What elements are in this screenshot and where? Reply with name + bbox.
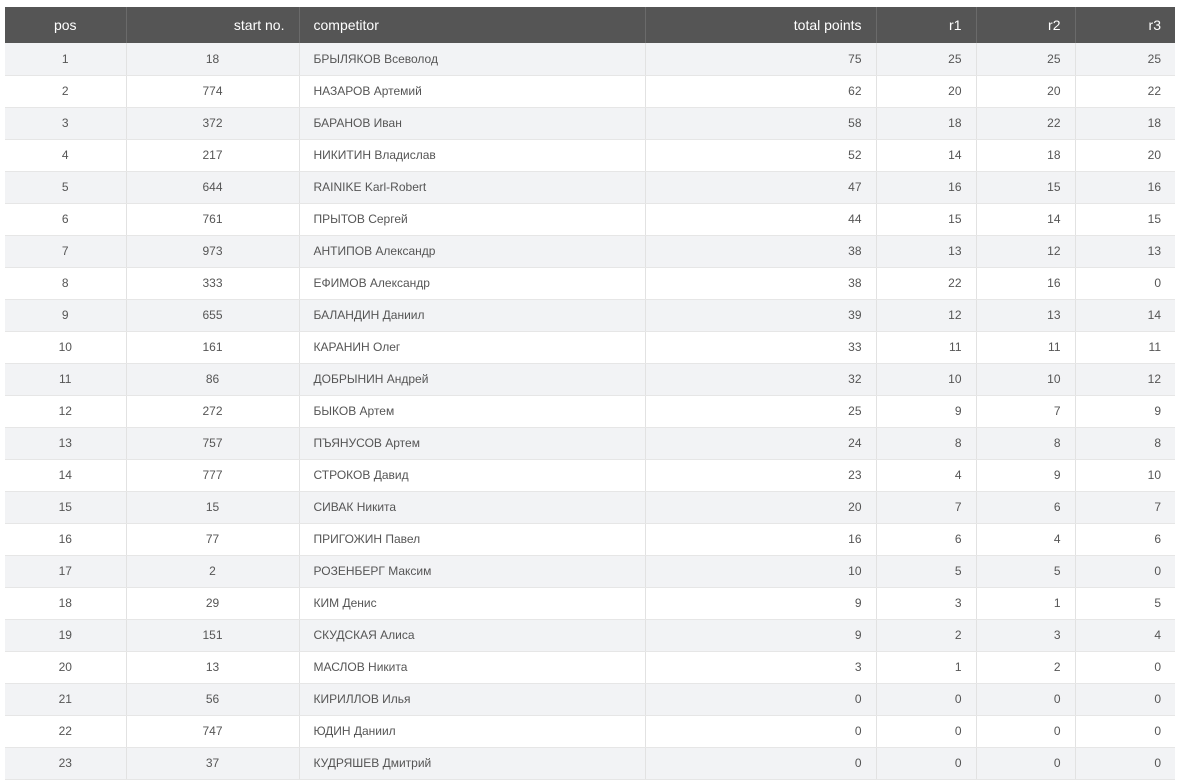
header-r3[interactable]: r3 [1075,7,1175,43]
cell-competitor: ПРЫТОВ Сергей [299,203,645,235]
table-body [5,43,1175,779]
cell-r1: 2 [876,619,976,651]
table-row [5,491,1175,523]
cell-r2: 15 [976,171,1075,203]
cell-total-points: 9 [645,587,876,619]
cell-r1: 8 [876,427,976,459]
cell-total-points: 10 [645,555,876,587]
cell-pos: 1 [5,43,126,75]
cell-pos: 2 [5,75,126,107]
cell-competitor: НИКИТИН Владислав [299,139,645,171]
cell-r1: 3 [876,587,976,619]
cell-total-points: 58 [645,107,876,139]
cell-r3: 0 [1075,715,1175,747]
cell-competitor: СТРОКОВ Давид [299,459,645,491]
cell-r1: 7 [876,491,976,523]
table-row [5,107,1175,139]
cell-r3: 0 [1075,267,1175,299]
cell-r3: 15 [1075,203,1175,235]
cell-start-no: 29 [126,587,299,619]
cell-start-no: 372 [126,107,299,139]
cell-r3: 0 [1075,683,1175,715]
cell-start-no: 333 [126,267,299,299]
cell-total-points: 39 [645,299,876,331]
cell-pos: 3 [5,107,126,139]
table-row [5,171,1175,203]
cell-competitor: БАРАНОВ Иван [299,107,645,139]
cell-pos: 7 [5,235,126,267]
cell-total-points: 44 [645,203,876,235]
cell-pos: 5 [5,171,126,203]
cell-start-no: 15 [126,491,299,523]
cell-start-no: 13 [126,651,299,683]
table-row [5,523,1175,555]
cell-pos: 14 [5,459,126,491]
cell-r3: 0 [1075,651,1175,683]
cell-start-no: 655 [126,299,299,331]
cell-start-no: 973 [126,235,299,267]
cell-competitor: КАРАНИН Олег [299,331,645,363]
cell-competitor: СИВАК Никита [299,491,645,523]
cell-total-points: 75 [645,43,876,75]
cell-pos: 19 [5,619,126,651]
header-r2[interactable]: r2 [976,7,1075,43]
cell-competitor: RAINIKE Karl-Robert [299,171,645,203]
cell-r1: 22 [876,267,976,299]
cell-r3: 0 [1075,747,1175,779]
cell-total-points: 20 [645,491,876,523]
cell-competitor: АНТИПОВ Александр [299,235,645,267]
cell-total-points: 33 [645,331,876,363]
table-row [5,555,1175,587]
cell-total-points: 23 [645,459,876,491]
cell-r2: 3 [976,619,1075,651]
cell-r3: 11 [1075,331,1175,363]
cell-r1: 12 [876,299,976,331]
table-row [5,459,1175,491]
cell-r1: 11 [876,331,976,363]
cell-r2: 8 [976,427,1075,459]
table-row [5,395,1175,427]
table-row [5,427,1175,459]
table-row [5,683,1175,715]
cell-total-points: 47 [645,171,876,203]
cell-pos: 11 [5,363,126,395]
cell-r1: 15 [876,203,976,235]
table-row [5,75,1175,107]
cell-competitor: КИМ Денис [299,587,645,619]
table-row [5,267,1175,299]
cell-total-points: 0 [645,747,876,779]
cell-competitor: НАЗАРОВ Артемий [299,75,645,107]
cell-r3: 8 [1075,427,1175,459]
cell-r2: 2 [976,651,1075,683]
header-pos[interactable]: pos [5,7,126,43]
cell-pos: 10 [5,331,126,363]
cell-start-no: 86 [126,363,299,395]
cell-start-no: 272 [126,395,299,427]
cell-r2: 6 [976,491,1075,523]
cell-r1: 5 [876,555,976,587]
cell-pos: 8 [5,267,126,299]
cell-r2: 10 [976,363,1075,395]
cell-competitor: БРЫЛЯКОВ Всеволод [299,43,645,75]
header-start-no[interactable]: start no. [126,7,299,43]
cell-total-points: 16 [645,523,876,555]
cell-pos: 23 [5,747,126,779]
cell-pos: 16 [5,523,126,555]
cell-r3: 6 [1075,523,1175,555]
table-row [5,651,1175,683]
cell-r1: 4 [876,459,976,491]
cell-r2: 0 [976,683,1075,715]
cell-total-points: 0 [645,715,876,747]
cell-r2: 12 [976,235,1075,267]
cell-pos: 6 [5,203,126,235]
cell-r3: 22 [1075,75,1175,107]
cell-r1: 0 [876,683,976,715]
table-row [5,203,1175,235]
cell-competitor: МАСЛОВ Никита [299,651,645,683]
cell-competitor: РОЗЕНБЕРГ Максим [299,555,645,587]
cell-start-no: 18 [126,43,299,75]
cell-pos: 15 [5,491,126,523]
cell-r1: 0 [876,715,976,747]
cell-total-points: 0 [645,683,876,715]
table-row [5,331,1175,363]
cell-r2: 13 [976,299,1075,331]
cell-start-no: 56 [126,683,299,715]
cell-r3: 7 [1075,491,1175,523]
cell-r2: 20 [976,75,1075,107]
cell-competitor: ПЪЯНУСОВ Артем [299,427,645,459]
cell-total-points: 3 [645,651,876,683]
cell-r1: 10 [876,363,976,395]
cell-r2: 0 [976,747,1075,779]
cell-start-no: 774 [126,75,299,107]
cell-competitor: БЫКОВ Артем [299,395,645,427]
cell-start-no: 747 [126,715,299,747]
cell-pos: 22 [5,715,126,747]
cell-r2: 14 [976,203,1075,235]
results-table-container [5,7,1175,780]
table-row [5,363,1175,395]
cell-r3: 25 [1075,43,1175,75]
cell-start-no: 217 [126,139,299,171]
cell-pos: 13 [5,427,126,459]
cell-start-no: 77 [126,523,299,555]
cell-r2: 5 [976,555,1075,587]
header-competitor[interactable]: competitor [299,7,645,43]
table-row [5,747,1175,779]
cell-competitor: БАЛАНДИН Даниил [299,299,645,331]
cell-competitor: ПРИГОЖИН Павел [299,523,645,555]
cell-r1: 6 [876,523,976,555]
cell-competitor: ЮДИН Даниил [299,715,645,747]
cell-total-points: 24 [645,427,876,459]
cell-r3: 5 [1075,587,1175,619]
cell-r2: 18 [976,139,1075,171]
cell-r3: 10 [1075,459,1175,491]
cell-r3: 18 [1075,107,1175,139]
table-row [5,299,1175,331]
table-row [5,619,1175,651]
cell-total-points: 32 [645,363,876,395]
cell-r3: 0 [1075,555,1175,587]
cell-start-no: 37 [126,747,299,779]
cell-competitor: ЕФИМОВ Александр [299,267,645,299]
cell-start-no: 777 [126,459,299,491]
results-table [5,7,1175,780]
cell-total-points: 9 [645,619,876,651]
cell-pos: 18 [5,587,126,619]
cell-start-no: 151 [126,619,299,651]
cell-pos: 9 [5,299,126,331]
cell-r2: 25 [976,43,1075,75]
cell-start-no: 161 [126,331,299,363]
cell-r3: 14 [1075,299,1175,331]
cell-pos: 20 [5,651,126,683]
cell-r1: 18 [876,107,976,139]
cell-total-points: 38 [645,235,876,267]
cell-r1: 25 [876,43,976,75]
cell-r2: 4 [976,523,1075,555]
header-total-points[interactable]: total points [645,7,876,43]
table-row [5,43,1175,75]
cell-start-no: 2 [126,555,299,587]
cell-competitor: КИРИЛЛОВ Илья [299,683,645,715]
cell-pos: 4 [5,139,126,171]
cell-r2: 11 [976,331,1075,363]
cell-start-no: 644 [126,171,299,203]
cell-total-points: 52 [645,139,876,171]
cell-r1: 14 [876,139,976,171]
cell-r2: 1 [976,587,1075,619]
cell-competitor: ДОБРЫНИН Андрей [299,363,645,395]
cell-total-points: 38 [645,267,876,299]
cell-r2: 0 [976,715,1075,747]
cell-r1: 13 [876,235,976,267]
cell-pos: 12 [5,395,126,427]
cell-r3: 4 [1075,619,1175,651]
cell-r3: 13 [1075,235,1175,267]
cell-pos: 21 [5,683,126,715]
cell-total-points: 25 [645,395,876,427]
table-header [5,7,1175,43]
cell-r3: 20 [1075,139,1175,171]
header-r1[interactable]: r1 [876,7,976,43]
cell-r1: 1 [876,651,976,683]
cell-start-no: 757 [126,427,299,459]
cell-r1: 16 [876,171,976,203]
cell-r1: 9 [876,395,976,427]
cell-r3: 9 [1075,395,1175,427]
table-row [5,235,1175,267]
cell-competitor: СКУДСКАЯ Алиса [299,619,645,651]
table-row [5,587,1175,619]
header-row [5,7,1175,43]
cell-start-no: 761 [126,203,299,235]
cell-r2: 16 [976,267,1075,299]
cell-r1: 0 [876,747,976,779]
cell-total-points: 62 [645,75,876,107]
cell-r2: 22 [976,107,1075,139]
cell-r3: 16 [1075,171,1175,203]
cell-r3: 12 [1075,363,1175,395]
cell-r2: 7 [976,395,1075,427]
table-row [5,715,1175,747]
cell-pos: 17 [5,555,126,587]
cell-r2: 9 [976,459,1075,491]
cell-competitor: КУДРЯШЕВ Дмитрий [299,747,645,779]
table-row [5,139,1175,171]
cell-r1: 20 [876,75,976,107]
